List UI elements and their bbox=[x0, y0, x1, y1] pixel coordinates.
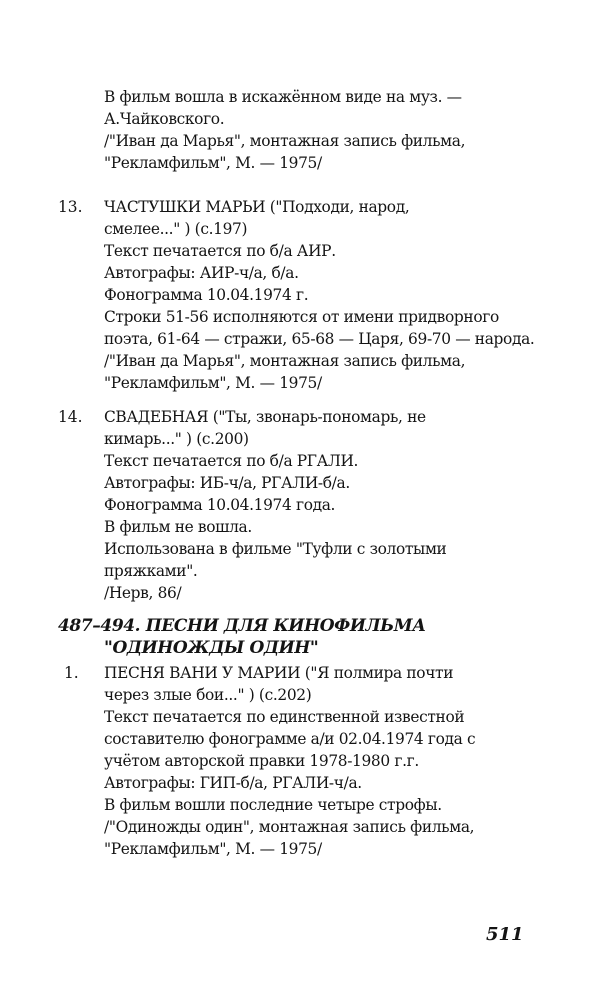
text-line: пряжками". bbox=[104, 562, 198, 580]
entry-title: СВАДЕБНАЯ ("Ты, звонарь-пономарь, не bbox=[104, 408, 426, 426]
text-line: В фильм вошли последние четыре строфы. bbox=[104, 796, 442, 814]
text-line: /Нерв, 86/ bbox=[104, 584, 182, 602]
text-line: Использована в фильме "Туфли с золотыми bbox=[104, 540, 447, 558]
text-line: учётом авторской правки 1978-1980 г.г. bbox=[104, 752, 419, 770]
page-number: 511 bbox=[486, 924, 524, 945]
entry-number: 14. bbox=[58, 408, 83, 426]
text-line: смелее..." ) (с.197) bbox=[104, 220, 248, 238]
text-line: В фильм вошла в искажённом виде на муз. — bbox=[104, 88, 462, 106]
text-line: "Рекламфильм", М. — 1975/ bbox=[104, 154, 322, 172]
text-line: Текст печатается по б/а РГАЛИ. bbox=[104, 452, 359, 470]
text-line: В фильм не вошла. bbox=[104, 518, 252, 536]
text-line: Строки 51-56 исполняются от имени придворного bbox=[104, 308, 499, 326]
entry-number: 1. bbox=[64, 664, 79, 682]
entry-number: 13. bbox=[58, 198, 83, 216]
text-line: Автографы: ИБ-ч/а, РГАЛИ-б/а. bbox=[104, 474, 350, 492]
section-title-line1: 487–494. ПЕСНИ ДЛЯ КИНОФИЛЬМА bbox=[58, 616, 426, 636]
text-line: "Рекламфильм", М. — 1975/ bbox=[104, 840, 322, 858]
text-line: Автографы: АИР-ч/а, б/а. bbox=[104, 264, 299, 282]
text-line: Текст печатается по единственной известной bbox=[104, 708, 465, 726]
text-line: /"Одиножды один", монтажная запись фильма, bbox=[104, 818, 475, 836]
text-line: /"Иван да Марья", монтажная запись фильма, bbox=[104, 132, 466, 150]
entry-title: ЧАСТУШКИ МАРЬИ ("Подходи, народ, bbox=[104, 198, 410, 216]
text-line: /"Иван да Марья", монтажная запись фильма, bbox=[104, 352, 466, 370]
text-line: Текст печатается по б/а АИР. bbox=[104, 242, 336, 260]
text-line: "Рекламфильм", М. — 1975/ bbox=[104, 374, 322, 392]
text-line: Автографы: ГИП-б/а, РГАЛИ-ч/а. bbox=[104, 774, 362, 792]
text-line: А.Чайковского. bbox=[104, 110, 225, 128]
text-line: составителю фонограмме а/и 02.04.1974 года с bbox=[104, 730, 476, 748]
section-title-line2: "ОДИНОЖДЫ ОДИН" bbox=[104, 638, 319, 658]
text-line: Фонограмма 10.04.1974 года. bbox=[104, 496, 336, 514]
text-line: Фонограмма 10.04.1974 г. bbox=[104, 286, 309, 304]
entry-title: ПЕСНЯ ВАНИ У МАРИИ ("Я полмира почти bbox=[104, 664, 454, 682]
text-line: поэта, 61-64 — стражи, 65-68 — Царя, 69-70 — народа. bbox=[104, 330, 535, 348]
text-line: через злые бои..." ) (с.202) bbox=[104, 686, 312, 704]
text-line: кимарь..." ) (с.200) bbox=[104, 430, 249, 448]
